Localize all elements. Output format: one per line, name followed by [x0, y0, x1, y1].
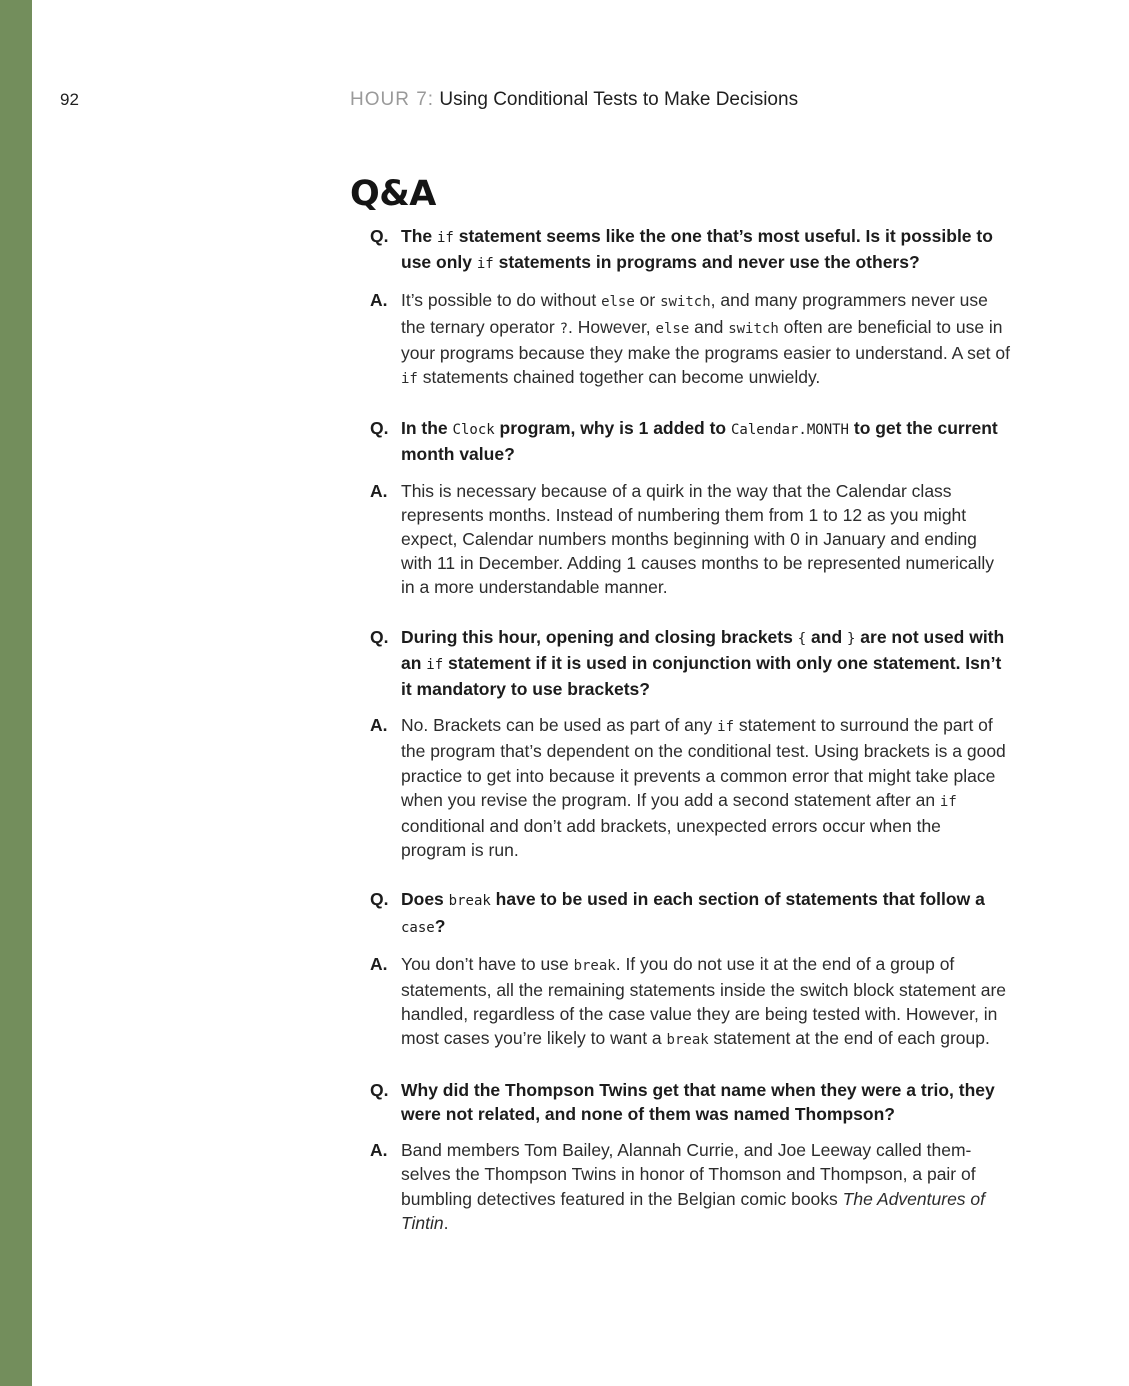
question-marker: Q.: [370, 889, 389, 910]
qa-item: [370, 1078, 1010, 1235]
answer: [370, 952, 1010, 1053]
question-marker: Q.: [370, 226, 389, 246]
code-keyword: switch: [660, 294, 711, 311]
question: [370, 887, 1010, 939]
qa-item: [370, 416, 1010, 599]
code-keyword: if: [717, 719, 735, 736]
question: [370, 224, 1010, 276]
answer-marker: A.: [370, 1140, 388, 1161]
question: [370, 625, 1010, 702]
answer-marker: A.: [370, 290, 388, 311]
code-keyword: if: [436, 230, 454, 246]
answer-text: Band members Tom Bailey, Alannah Currie, and Joe Leeway called themselves the Thompson Twins in honor of Thomson and Thompson, a pair of bumbling detectives featured in the Belgian comic books The Adventures of Tintin.: [401, 1140, 986, 1233]
qa-item: [370, 887, 1010, 1052]
answer-text: It’s possible to do without else or switch, and many programmers never use the ternary operator ?. However, else and switch often are beneficial to use in your programs because they make the programs easier to understand. A set of if statements chained together can become unwieldy.: [401, 290, 1010, 388]
question-text: Does break have to be used in each section of statements that follow a case?: [401, 889, 985, 936]
answer: [370, 479, 1010, 600]
code-keyword: }: [847, 630, 856, 647]
code-keyword: if: [401, 371, 418, 388]
code-keyword: break: [666, 1032, 709, 1049]
section-heading: Q&A: [350, 174, 436, 214]
code-keyword: else: [655, 320, 690, 337]
answer-marker: A.: [370, 953, 388, 974]
code-keyword: break: [448, 893, 491, 910]
answer-text: No. Brackets can be used as part of any if statement to surround the part of the program that’s dependent on the conditional test. Using brackets is a good practice to get into because it prevents a common error that might take place when you revise the program. If you add a second statement after an if conditional and don’t add brackets, unexpected errors occur when the program is run.: [401, 715, 1006, 861]
code-keyword: if: [426, 656, 444, 673]
question-text: The if statement seems like the one that’s most useful. Is it possible to use only if statements in programs and never use the others?: [401, 226, 993, 273]
answer-text: You don’t have to use break. If you do not use it at the end of a group of statements, all the remaining statements inside the switch block statement are handled, regardless of the case value they are being tested with. However, in most cases you’re likely to want a break statement at the end of each group.: [401, 953, 1007, 1049]
code-keyword: case: [401, 919, 435, 936]
qa-list: [370, 224, 1010, 1260]
question-marker: Q.: [370, 1079, 389, 1100]
qa-item: [370, 625, 1010, 863]
code-keyword: switch: [728, 320, 779, 337]
answer-marker: A.: [370, 480, 388, 501]
page-number: 92: [60, 90, 79, 109]
answer: [370, 713, 1010, 862]
chapter-title: Using Conditional Tests to Make Decisions: [439, 89, 799, 110]
answer-text: This is necessary because of a quirk in the way that the Calendar class represents months. Instead of numbering them from 1 to 12 as you might expect, Calendar numbers months beginning with 0 in January and ending with 11 in December. Adding 1 causes months to be represented numerically in a more understandable manner.: [401, 480, 995, 598]
code-keyword: else: [601, 294, 635, 311]
running-head: [350, 88, 798, 112]
question-marker: Q.: [370, 418, 389, 439]
page-side-bar: [0, 0, 32, 1386]
question: [370, 1078, 1010, 1126]
answer: [370, 1138, 1010, 1235]
question-text: In the Clock program, why is 1 added to Calendar.MONTH to get the current month value?: [401, 418, 998, 465]
hour-label: HOUR 7:: [350, 89, 435, 110]
book-title: The Adventures of Tintin: [401, 1188, 986, 1233]
question-text: During this hour, opening and closing brackets { and } are not used with an if statement if it is used in conjunction with only one statement. Isn’t it mandatory to use brackets?: [401, 626, 1005, 700]
code-keyword: break: [573, 957, 616, 974]
code-keyword: Clock: [452, 422, 495, 439]
qa-item: [370, 224, 1010, 391]
code-keyword: ?: [559, 320, 568, 337]
code-keyword: if: [476, 256, 494, 273]
code-keyword: Calendar.MONTH: [730, 422, 849, 439]
answer: [370, 288, 1010, 391]
question-text: Why did the Thompson Twins get that name when they were a trio, they were not related, and none of them was named Thompson?: [401, 1079, 995, 1124]
code-keyword: if: [939, 793, 957, 810]
question-marker: Q.: [370, 626, 389, 647]
answer-marker: A.: [370, 715, 388, 736]
question: [370, 416, 1010, 466]
code-keyword: {: [797, 630, 807, 647]
